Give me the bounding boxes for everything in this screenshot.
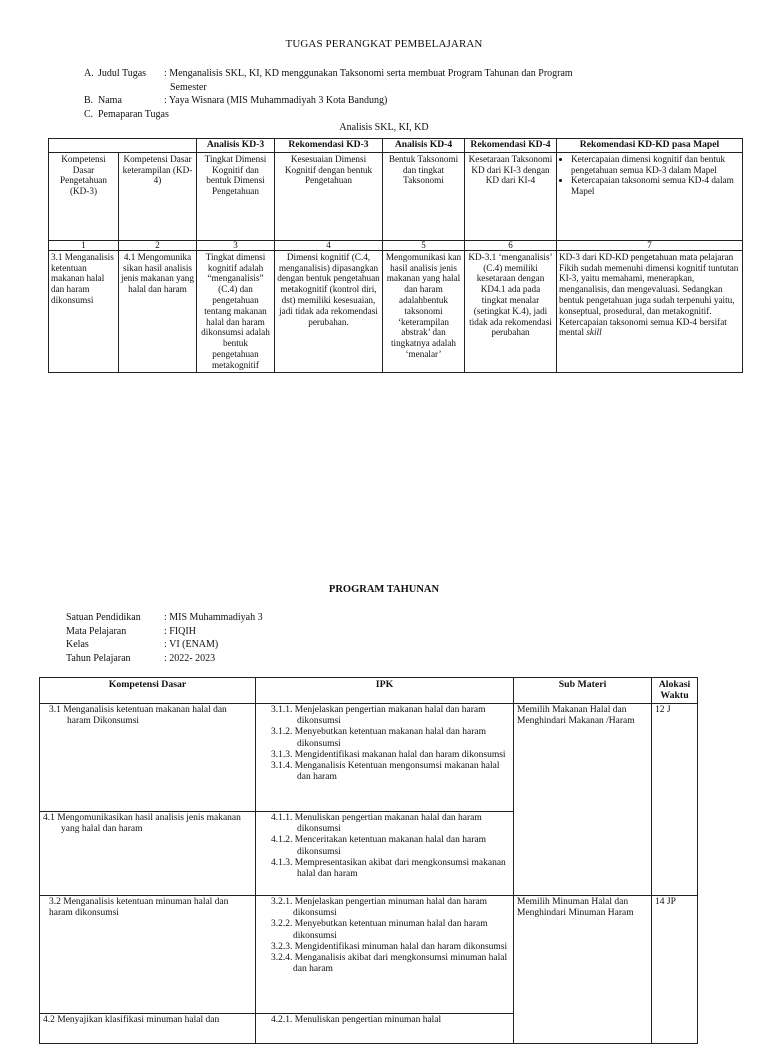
column-number: 6 [465,240,557,250]
subheader-taksonomi: Bentuk Taksonomi dan tingkat Taksonomi [383,152,465,240]
subheader-dimensi: Tingkat Dimensi Kognitif dan bentuk Dimensi Pengetahuan [197,152,275,240]
ipk-cell [256,896,514,1014]
task-value: : Yaya Wisnara (MIS Muhammadiyah 3 Kota Bandung) [164,95,388,106]
cell-kesesuaian: Dimensi kognitif (C.4, menganalisis) dipasangkan dengan bentuk pengetahuan metakognitif (kontrol diri, dst) memiliki kesesuaian, jadi tidak ada rekomendasi perubahan. [275,250,383,372]
analysis-data-row [49,250,743,372]
program-info-value: : 2022- 2023 [164,652,216,664]
ipk-item: 3.2.3. Mengidentifikasi minuman halal dan haram dikonsumsi [271,941,508,952]
header-alokasi-waktu: Alokasi Waktu [652,678,698,704]
ipk-item: 3.1.3. Mengidentifikasi makanan halal dan haram dikonsumsi [271,749,506,760]
task-marker: C. [84,108,94,120]
header-ipk: IPK [256,678,514,704]
list-item: • Ketercapaian taksonomi semua KD-4 dalam Mapel [571,175,740,197]
program-info-label: Mata Pelajaran [66,625,127,637]
list-item: • Ketercapaian dimensi kognitif dan bentuk pengetahuan semua KD-3 dalam Mapel [571,154,740,176]
ipk-item: 4.1.2. Menceritakan ketentuan makanan halal dan haram dikonsumsi [271,835,486,857]
program-info-row [66,652,466,666]
table-row [40,896,698,1014]
analysis-header-blank [49,139,197,153]
analysis-subheader-row [49,152,743,240]
task-info-a [84,67,704,94]
alokasi-cell: 14 JP [652,896,698,1044]
kd-cell [40,1014,256,1044]
ipk-item: 3.2.4. Menganalisis akibat dari mengkonsumsi minuman halal dan haram [271,953,508,975]
analysis-header-rek-mapel: Rekomendasi KD-KD pasa Mapel [557,139,743,153]
task-info-c [84,108,704,122]
program-info-row [66,638,466,652]
analysis-table [48,138,743,373]
cell-taksonomi: Mengomunikasi kan hasil analisis jenis makanan yang halal dan haram adalahbentuk taksonomi ‘keterampilan abstrak’ dan tingkatnya adalah ‘menalar’ [383,250,465,372]
program-title: PROGRAM TAHUNAN [328,584,440,595]
ipk-item: 3.2.1. Menjelaskan pengertian minuman halal dan haram dikonsumsi [271,897,488,919]
program-info-value: : FIQIH [164,625,196,637]
ipk-item: 3.1.1. Menjelaskan pengertian makanan halal dan haram dikonsumsi [271,705,486,727]
analysis-header-kd3: Analisis KD-3 [197,139,275,153]
task-label: Nama [98,95,122,106]
subheader-ketercapaian [557,152,743,240]
program-info-label: Satuan Pendidikan [66,612,141,623]
header-sub-materi: Sub Materi [514,678,652,704]
program-info-row [66,625,466,639]
program-info-row [66,611,466,625]
column-number: 5 [383,240,465,250]
column-number: 2 [119,240,197,250]
kd-text: 4.1 Mengomunikasikan hasil analisis jenis makanan yang halal dan haram [43,813,241,835]
column-number: 7 [557,240,743,250]
ketercapaian-list [559,154,740,197]
cell-kd4: 4.1 Mengomunika sikan hasil analisis jenis makanan yang halal dan haram [119,250,197,372]
ipk-item: 3.1.4. Menganalisis Ketentuan mengonsumsi makanan halal dan haram [271,761,500,783]
column-number: 1 [49,240,119,250]
program-info-value: : MIS Muhammadiyah 3 [164,612,263,623]
header-kompetensi-dasar: Kompetensi Dasar [40,678,256,704]
document-title: TUGAS PERANGKAT PEMBELAJARAN [285,38,483,50]
kd-cell [40,812,256,896]
rekomendasi-text: KD-3 dari KD-KD pengetahuan mata pelajaran Fikih sudah memenuhi dimensi kognitif tuntutan KI-3, yaitu memahami, menerapkan, menganalisis, dan mengevaluasi. Sedangkan bentuk pengetahuan juga sudah terpenuhi yaitu, konseptual, prosedural, dan metakognitif. Ketercapaian taksonomi semua KD-4 bersifat mental [559,251,739,338]
task-info-b [84,94,704,108]
kd-cell [40,896,256,1014]
cell-rekomendasi-mapel [557,250,743,372]
task-value [164,67,704,94]
ipk-item: 4.2.1. Menuliskan pengertian minuman halal [271,1015,442,1025]
column-number: 3 [197,240,275,250]
ipk-item: 4.1.3. Mempresentasikan akibat dari mengkonsumsi makanan halal dan haram [271,857,506,880]
table-row [40,704,698,812]
kd-text: 3.1 Menganalisis ketentuan makanan halal dan haram Dikonsumsi [49,705,227,727]
task-label: Judul Tugas [98,68,147,79]
task-info [84,67,704,121]
program-info-value: : VI (ENAM) [164,639,219,650]
task-marker: A. [84,68,94,79]
cell-kd3: 3.1 Menganalisis ketentuan makanan halal dan haram dikonsumsi [49,250,119,372]
program-table [39,677,698,1044]
analysis-header-kd4: Analisis KD-4 [383,139,465,153]
cell-dimensi: Tingkat dimensi kognitif adalah “menganalisis” (C.4) dan pengetahuan tentang makanan halal dan haram dikonsumsi adalah bentuk pengetahuan metakognitif [197,250,275,372]
sub-materi-cell: Memilih Makanan Halal dan Menghindari Makanan /Haram [514,704,652,896]
analysis-header-row [49,139,743,153]
task-value-line1: : Menganalisis SKL, KI, KD menggunakan Taksonomi serta membuat Program Tahunan dan Program [164,68,573,79]
ipk-cell [256,1014,514,1044]
analysis-header-rek-kd3: Rekomendasi KD-3 [275,139,383,153]
program-header-row [40,678,698,704]
task-marker: B. [84,95,94,106]
ipk-cell [256,704,514,812]
task-value-line2: Semester [170,81,207,93]
task-label: Pemaparan Tugas [98,108,169,120]
analysis-number-row [49,240,743,250]
program-info-label: Kelas [66,639,89,650]
analysis-header-rek-kd4: Rekomendasi KD-4 [465,139,557,153]
ipk-item: 3.1.2. Menyebutkan ketentuan makanan halal dan haram dikonsumsi [271,727,486,749]
ipk-item: 3.2.2. Menyebutkan ketentuan minuman halal dan haram dikonsumsi [271,919,488,941]
kd-cell [40,704,256,812]
kd-text: 3.2 Menganalisis ketentuan minuman halal dan haram dikonsumsi [49,897,229,919]
kd-text: 4.2 Menyajikan klasifikasi minuman halal dan [43,1015,220,1025]
ipk-cell [256,812,514,896]
column-number: 4 [275,240,383,250]
cell-kesetaraan: KD-3.1 ‘menganalisis’ (C.4) memiliki kesetaraan dengan KD4.1 ada pada tingkat menalar (setingkat K.4), jadi tidak ada rekomendasi perubahan [465,250,557,372]
ipk-item: 4.1.1. Menuliskan pengertian makanan halal dan haram dikonsumsi [271,813,482,835]
subheader-kesesuaian: Kesesuaian Dimensi Kognitif dengan bentuk Pengetahuan [275,152,383,240]
program-info [66,611,466,665]
rekomendasi-skill: skill [586,327,602,338]
subheader-kesetaraan: Kesetaraan Taksonomi KD dari KI-3 dengan KD dari KI-4 [465,152,557,240]
sub-materi-cell: Memilih Minuman Halal dan Menghindari Minuman Haram [514,896,652,1044]
subheader-kd4: Kompetensi Dasar keterampilan (KD-4) [119,152,197,240]
analysis-caption: Analisis SKL, KI, KD [339,122,429,133]
subheader-kd3: Kompetensi Dasar Pengetahuan (KD-3) [49,152,119,240]
program-info-label: Tahun Pelajaran [66,652,131,664]
alokasi-cell: 12 J [652,704,698,896]
